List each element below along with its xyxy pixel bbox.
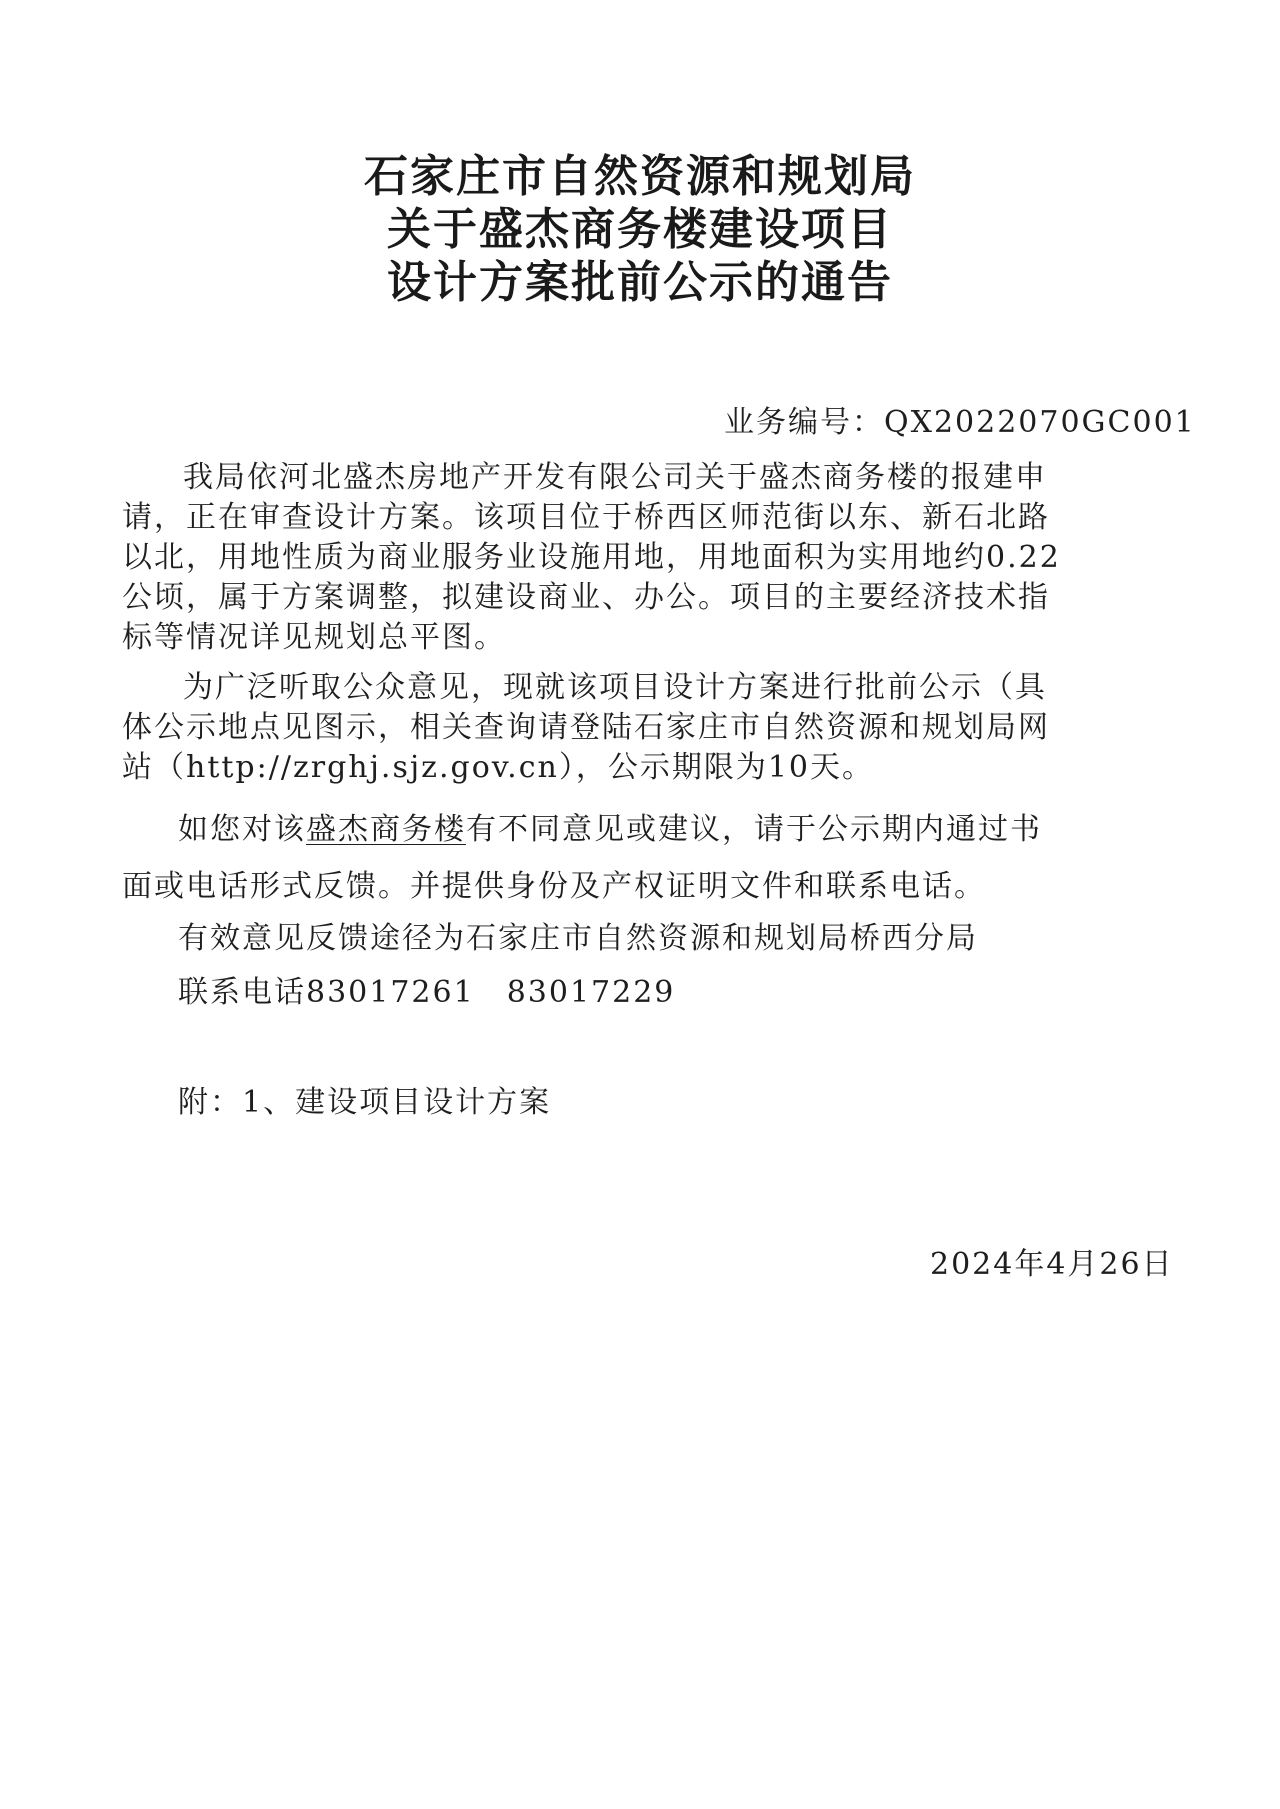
para2-line-2: 体公示地点见图示，相关查询请登陆石家庄市自然资源和规划局网 [122, 710, 1050, 745]
para2-line-1: 为广泛听取公众意见，现就该项目设计方案进行批前公示（具 [183, 670, 1047, 705]
para2-line-3: 站（http://zrghj.sjz.gov.cn），公示期限为10天。 [122, 750, 874, 785]
para3-line-2: 面或电话形式反馈。并提供身份及产权证明文件和联系电话。 [122, 869, 986, 904]
business-number: 业务编号：QX2022070GC001 [724, 405, 1196, 440]
para3-line-1 [178, 804, 1042, 848]
para1-line-3: 以北，用地性质为商业服务业设施用地，用地面积为实用地约0.22 [122, 540, 1061, 575]
contact-phone: 联系电话83017261 83017229 [178, 975, 676, 1010]
title-line-2: 关于盛杰商务楼建设项目 [387, 204, 893, 255]
notice-date: 2024年4月26日 [930, 1247, 1174, 1282]
para1-line-1: 我局依河北盛杰房地产开发有限公司关于盛杰商务楼的报建申 [183, 460, 1047, 495]
para3-prefix: 如您对该 [178, 812, 306, 847]
para1-line-4: 公顷，属于方案调整，拟建设商业、办公。项目的主要经济技术指 [122, 580, 1050, 615]
para3-suffix: 有不同意见或建议，请于公示期内通过书 [466, 812, 1042, 847]
para1-line-2: 请，正在审查设计方案。该项目位于桥西区师范街以东、新石北路 [122, 500, 1050, 535]
title-line-3: 设计方案批前公示的通告 [387, 257, 893, 308]
para1-line-5: 标等情况详见规划总平图。 [122, 620, 506, 655]
project-name-underlined: 盛杰商务楼 [306, 812, 466, 847]
feedback-channel: 有效意见反馈途径为石家庄市自然资源和规划局桥西分局 [178, 921, 978, 956]
attachment-note: 附：1、建设项目设计方案 [178, 1085, 552, 1120]
notice-title [0, 150, 1280, 309]
title-line-1: 石家庄市自然资源和规划局 [364, 151, 916, 202]
